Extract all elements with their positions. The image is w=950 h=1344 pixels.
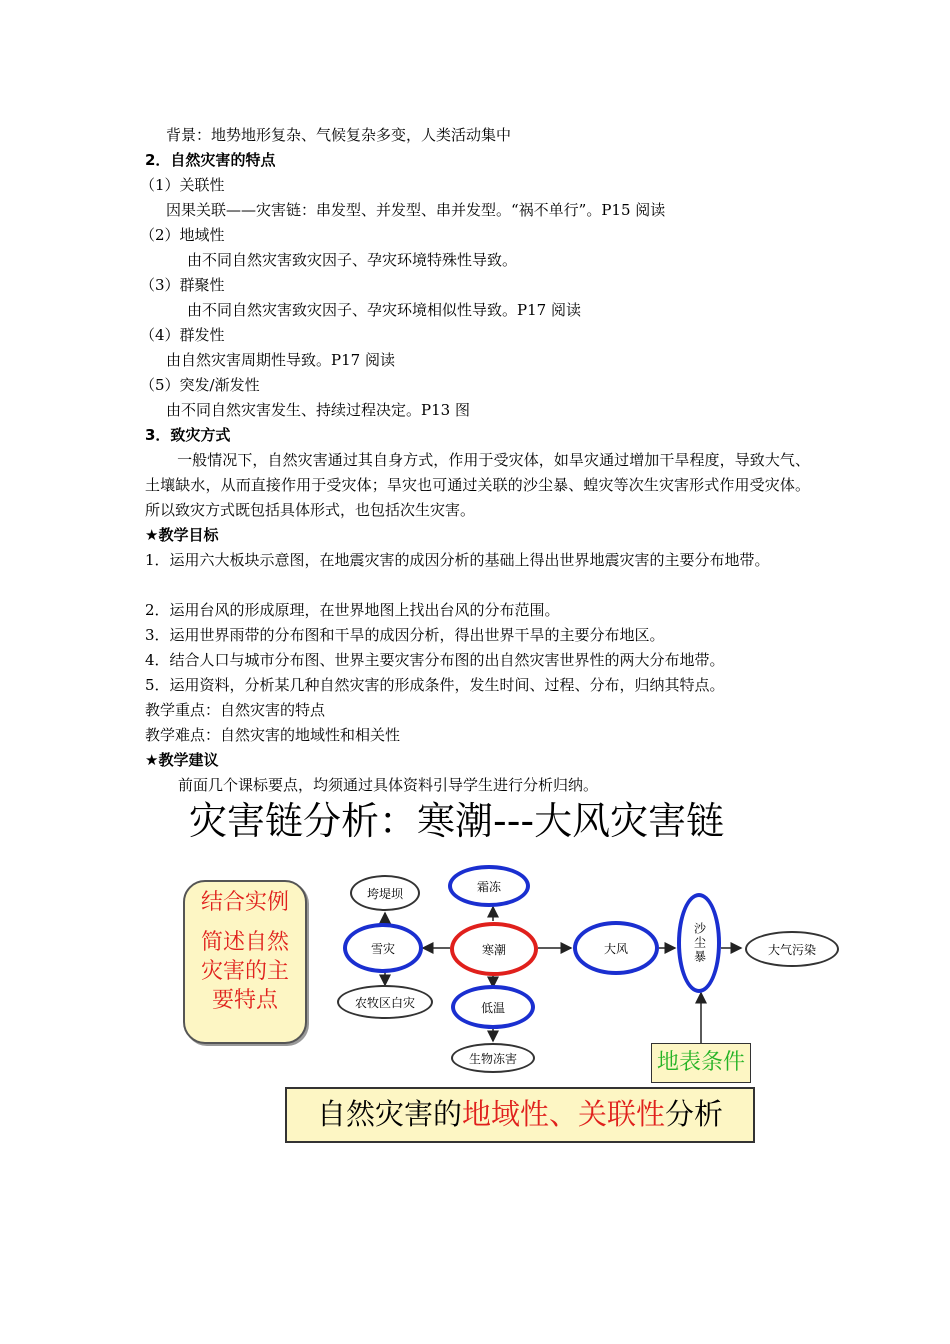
snow-node: 雪灾	[343, 923, 423, 973]
levee-node: 垮堤坝	[350, 875, 420, 911]
key-point: 教学重点：自然灾害的特点	[145, 701, 326, 719]
pollution-node: 大气污染	[745, 931, 839, 967]
goals-heading: ★教学目标	[145, 526, 219, 544]
difficulty: 教学难点：自然灾害的地域性和相关性	[145, 726, 401, 744]
sandstorm-label: 沙尘暴	[692, 922, 707, 964]
characteristic-3: （3）群聚性	[140, 276, 225, 294]
characteristic-2: （2）地域性	[140, 226, 225, 244]
advice-text: 前面几个课标要点，均须通过具体资料引导学生进行分析归纳。	[178, 776, 599, 794]
cold-wave-node: 寒潮	[450, 922, 538, 976]
characteristic-3-text: 由不同自然灾害致灾因子、孕灾环境相似性导致。P17 阅读	[187, 301, 581, 319]
goal-4: 4．结合人口与城市分布图、世界主要灾害分布图的出自然灾害世界性的两大分布地带。	[145, 651, 725, 669]
characteristic-4-text: 由自然灾害周期性导致。P17 阅读	[166, 351, 395, 369]
low-temp-node: 低温	[451, 985, 535, 1029]
diagram-title: 灾害链分析：寒潮---大风灾害链	[189, 799, 725, 843]
disaster-mode-text: 一般情况下，自然灾害通过其自身方式，作用于受灾体，如旱灾通过增加干旱程度，导致大气、土壤缺水，从而直接作用于受灾体；旱灾也可通过关联的沙尘暴、蝗灾等次生灾害形式作用受灾体。所以致灾方式既包括具体形式，也包括次生灾害。	[145, 451, 810, 519]
goal-5: 5．运用资料，分析某几种自然灾害的形成条件，发生时间、过程、分布，归纳其特点。	[145, 676, 725, 694]
characteristic-1-text: 因果关联——灾害链：串发型、并发型、串并发型。“祸不单行”。P15 阅读	[166, 201, 666, 219]
frost-node: 霜冻	[448, 865, 530, 907]
prompt-line-1: 结合实例	[200, 890, 289, 915]
disaster-mode-paragraph	[145, 448, 810, 523]
bio-freeze-node: 生物冻害	[451, 1043, 535, 1073]
analysis-banner	[285, 1087, 755, 1143]
pasture-node: 农牧区白灾	[337, 985, 433, 1019]
prompt-box	[183, 880, 307, 1044]
banner-suffix: 分析	[665, 1097, 724, 1131]
sandstorm-node	[677, 893, 721, 993]
goal-1: 1．运用六大板块示意图，在地震灾害的成因分析的基础上得出世界地震灾害的主要分布地带。	[145, 551, 770, 569]
characteristic-4: （4）群发性	[140, 326, 225, 344]
characteristic-5-text: 由不同自然灾害发生、持续过程决定。P13 图	[166, 401, 470, 419]
characteristic-2-text: 由不同自然灾害致灾因子、孕灾环境特殊性导致。	[187, 251, 518, 269]
characteristic-5: （5）突发/渐发性	[140, 376, 260, 394]
goal-2: 2．运用台风的形成原理，在世界地图上找出台风的分布范围。	[145, 601, 560, 619]
banner-prefix: 自然灾害的	[316, 1097, 462, 1131]
prompt-line-2: 简述自然灾害的主要特点	[200, 930, 289, 1013]
banner-highlight: 地域性、关联性	[461, 1097, 665, 1131]
section-heading-3: 3．致灾方式	[145, 426, 231, 444]
section-heading-2: 2．自然灾害的特点	[145, 151, 276, 169]
advice-heading: ★教学建议	[145, 751, 219, 769]
characteristic-1: （1）关联性	[140, 176, 225, 194]
disaster-chain-diagram	[175, 795, 845, 1155]
goal-3: 3．运用世界雨带的分布图和干旱的成因分析，得出世界干旱的主要分布地区。	[145, 626, 665, 644]
background-line: 背景：地势地形复杂、气候复杂多变，人类活动集中	[166, 126, 512, 144]
gale-node: 大风	[573, 921, 659, 975]
surface-condition-box: 地表条件	[651, 1043, 751, 1083]
